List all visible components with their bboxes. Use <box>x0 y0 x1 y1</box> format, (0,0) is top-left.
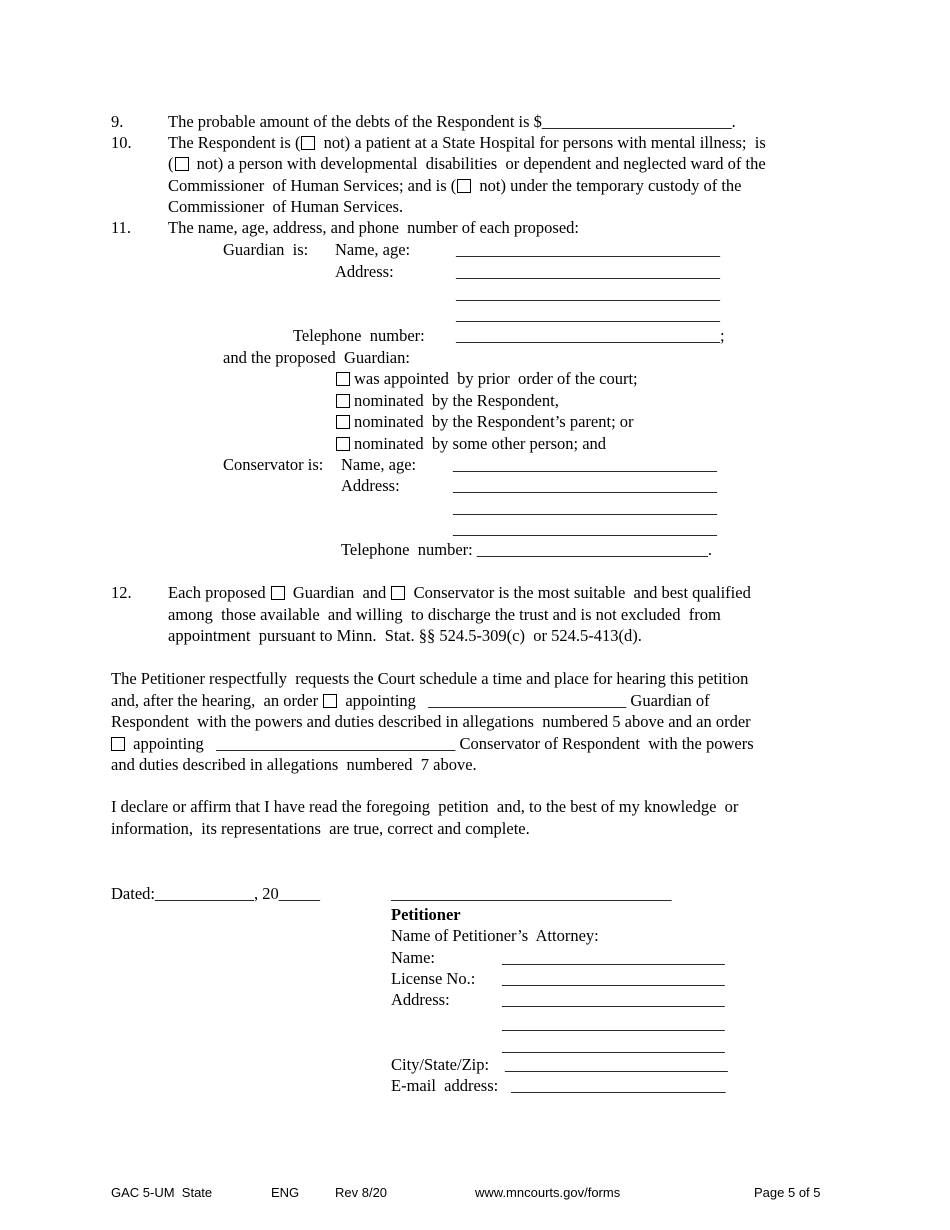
petitioner-label: Petitioner <box>391 905 461 924</box>
request-line-2: and, after the hearing, an order appointing ________________________ Guardian of <box>111 691 710 710</box>
license-label: License No.: <box>391 969 476 988</box>
attorney-address-field-3[interactable]: ___________________________ <box>502 1036 725 1055</box>
guardian-option-prior-order: was appointed by prior order of the court; <box>335 369 638 389</box>
attorney-address-label: Address: <box>391 990 450 1009</box>
conservator-is-label: Conservator is: <box>223 455 324 474</box>
nominated-by-respondent-checkbox[interactable] <box>336 394 350 408</box>
city-state-zip-field[interactable]: ___________________________ <box>505 1055 728 1074</box>
nominated-by-parent-checkbox[interactable] <box>336 415 350 429</box>
email-field[interactable]: __________________________ <box>511 1076 726 1095</box>
item-10-line-4: Commissioner of Human Services. <box>168 197 404 216</box>
license-field[interactable]: ___________________________ <box>502 969 725 988</box>
conservator-name-age-label: Name, age: <box>341 455 417 474</box>
declaration-line-1: I declare or affirm that I have read the foregoing petition and, to the best of my knowledge or <box>111 797 739 816</box>
item-12-line-2: among those available and willing to discharge the trust and is not excluded from <box>168 605 721 624</box>
item-12-line-3: appointment pursuant to Minn. Stat. §§ 524.5-309(c) or 524.5-413(d). <box>168 626 642 645</box>
guardian-option-parent: nominated by the Respondent’s parent; or <box>335 412 634 432</box>
request-line-4: appointing _____________________________ Conservator of Respondent with the powers <box>111 734 754 754</box>
conservator-address-field-2[interactable]: ________________________________ <box>453 498 717 517</box>
conservator-telephone[interactable]: Telephone number: ____________________________. <box>341 540 712 559</box>
nominated-by-other-checkbox[interactable] <box>336 437 350 451</box>
item-9-text: The probable amount of the debts of the Respondent is $_______________________. <box>168 112 736 131</box>
conservator-name-age-field[interactable]: ________________________________ <box>453 455 717 474</box>
item-10-line-2: ( not) a person with developmental disabilities or dependent and neglected ward of the <box>168 154 766 173</box>
request-line-5: and duties described in allegations numbered 7 above. <box>111 755 477 774</box>
footer-form-id: GAC 5-UM State <box>111 1185 213 1200</box>
conservator-address-label: Address: <box>341 476 400 495</box>
footer-revision: Rev 8/20 <box>335 1185 388 1200</box>
suitable-guardian-checkbox[interactable] <box>271 586 285 600</box>
item-9-number: 9. <box>111 112 124 131</box>
guardian-option-respondent: nominated by the Respondent, <box>335 391 559 411</box>
appoint-guardian-checkbox[interactable] <box>323 694 337 708</box>
developmental-disability-checkbox[interactable] <box>175 157 189 171</box>
footer-url[interactable]: www.mncourts.gov/forms <box>475 1185 621 1200</box>
attorney-name-field[interactable]: ___________________________ <box>502 948 725 967</box>
footer-language: ENG <box>271 1185 300 1200</box>
petitioner-signature-line[interactable]: __________________________________ <box>391 884 672 903</box>
guardian-option-other: nominated by some other person; and <box>335 434 606 454</box>
guardian-telephone-field[interactable]: ________________________________; <box>456 326 725 345</box>
proposed-guardian-label: and the proposed Guardian: <box>223 348 410 367</box>
state-hospital-checkbox[interactable] <box>301 136 315 150</box>
city-state-zip-label: City/State/Zip: <box>391 1055 490 1074</box>
attorney-address-field-1[interactable]: ___________________________ <box>502 990 725 1009</box>
conservator-address-field-1[interactable]: ________________________________ <box>453 476 717 495</box>
item-10-line-1: The Respondent is ( not) a patient at a State Hospital for persons with mental illness; is <box>168 133 766 152</box>
appoint-conservator-checkbox[interactable] <box>111 737 125 751</box>
prior-order-checkbox[interactable] <box>336 372 350 386</box>
guardian-name-age-field[interactable]: ________________________________ <box>456 240 720 259</box>
item-12-number: 12. <box>111 583 132 602</box>
guardian-name-age-label: Name, age: <box>335 240 411 259</box>
conservator-address-field-3[interactable]: ________________________________ <box>453 519 717 538</box>
item-11-number: 11. <box>111 218 132 237</box>
temporary-custody-checkbox[interactable] <box>457 179 471 193</box>
item-12-line-1: Each proposed Guardian and Conservator is the most suitable and best qualified <box>168 583 751 602</box>
footer-page-number: Page 5 of 5 <box>754 1185 821 1200</box>
attorney-name-label: Name: <box>391 948 435 967</box>
attorney-label: Name of Petitioner’s Attorney: <box>391 926 599 945</box>
email-label: E-mail address: <box>391 1076 499 1095</box>
declaration-line-2: information, its representations are true, correct and complete. <box>111 819 530 838</box>
guardian-telephone-label: Telephone number: <box>293 326 425 345</box>
guardian-address-field-2[interactable]: ________________________________ <box>456 284 720 303</box>
attorney-address-field-2[interactable]: ___________________________ <box>502 1014 725 1033</box>
request-line-1: The Petitioner respectfully requests the Court schedule a time and place for hearing this petition <box>111 669 749 688</box>
item-10-line-3: Commissioner of Human Services; and is ( not) under the temporary custody of the <box>168 176 742 195</box>
item-11-intro: The name, age, address, and phone number of each proposed: <box>168 218 579 237</box>
guardian-is-label: Guardian is: <box>223 240 309 259</box>
request-line-3: Respondent with the powers and duties described in allegations numbered 5 above and an order <box>111 712 751 731</box>
suitable-conservator-checkbox[interactable] <box>391 586 405 600</box>
guardian-address-label: Address: <box>335 262 394 281</box>
item-10-number: 10. <box>111 133 132 152</box>
guardian-address-field-1[interactable]: ________________________________ <box>456 262 720 281</box>
dated-field[interactable]: Dated:____________, 20_____ <box>111 884 320 903</box>
guardian-address-field-3[interactable]: ________________________________ <box>456 305 720 324</box>
